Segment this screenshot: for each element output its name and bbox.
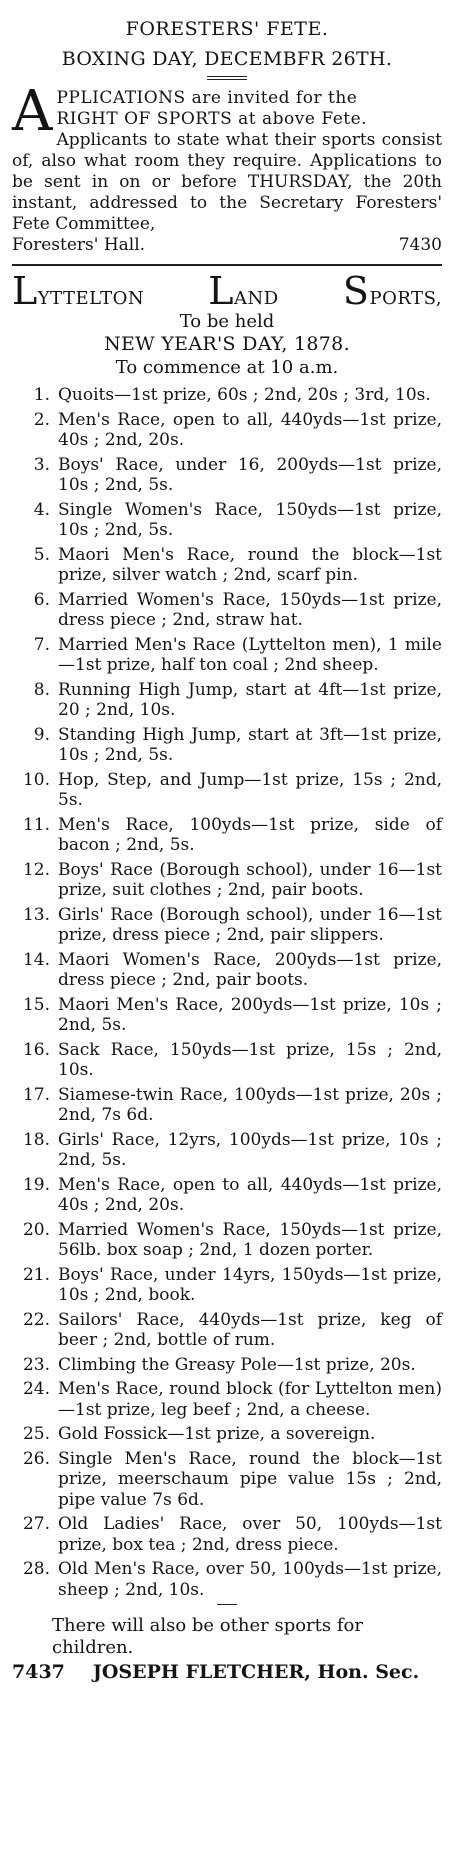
list-item [12,590,442,631]
list-item [12,385,442,406]
title-word-land: LAND [208,269,279,313]
list-item [12,770,442,811]
item-number: 21. [22,1264,50,1285]
list-item [12,815,442,856]
item-number: 20. [22,1219,50,1240]
item-text: Boys' Race, under 16, 200yds—1st prize, 10s ; 2nd, 5s. [58,454,442,495]
notice-second-line: RIGHT OF SPORTS at above Fete. [56,109,368,129]
list-item [12,1559,442,1600]
list-item [12,1310,442,1351]
list-item [12,635,442,676]
footer-signature: JOSEPH FLETCHER, Hon. Sec. [92,1661,420,1683]
item-text: Quoits—1st prize, 60s ; 2nd, 20s ; 3rd, 10s. [58,385,431,405]
item-number: 19. [22,1174,50,1195]
divider [207,76,247,80]
list-item [12,905,442,946]
list-item [12,1424,442,1445]
item-text: Old Men's Race, over 50, 100yds—1st prize, sheep ; 2nd, 10s. [58,1559,442,1600]
item-text: Girls' Race, 12yrs, 100yds—1st prize, 10s ; 2nd, 5s. [58,1129,442,1170]
item-text: Single Men's Race, round the block—1st prize, meerschaum pipe value 15s ; 2nd, pipe value 7s 6d. [58,1448,442,1510]
item-number: 13. [22,904,50,925]
item-text: Men's Race, open to all, 440yds—1st prize, 40s ; 2nd, 20s. [58,1174,442,1215]
item-number: 23. [22,1354,50,1375]
item-number: 24. [22,1379,50,1399]
list-item [12,680,442,721]
notice-body: Applicants to state what their sports consist of, also what room they require. Applications to be sent in on or before THURSDAY, the 20th instant, addressed to the Secretary Foresters' Fete Committee, [12,130,442,234]
item-text: Old Ladies' Race, over 50, 100yds—1st prize, box tea ; 2nd, dress piece. [58,1514,442,1555]
item-text: Maori Men's Race, round the block—1st prize, silver watch ; 2nd, scarf pin. [58,544,442,585]
item-number: 4. [33,499,50,520]
item-number: 14. [22,949,50,970]
item-number: 26. [22,1448,50,1469]
item-number: 2. [33,409,50,430]
list-item [12,410,442,451]
list-item [12,1220,442,1261]
item-number: 27. [22,1514,50,1534]
item-number: 22. [22,1309,50,1330]
notice-last-line [12,235,442,256]
item-text: Standing High Jump, start at 3ft—1st prize, 10s ; 2nd, 5s. [58,724,442,765]
footer-signature-line [12,1661,442,1683]
item-text: Married Women's Race, 150yds—1st prize, 56lb. box soap ; 2nd, 1 dozen porter. [58,1219,442,1260]
list-item [12,950,442,991]
lyttelton-title [12,269,442,313]
section-divider [12,264,442,266]
item-text: Boys' Race, under 14yrs, 150yds—1st prize, 10s ; 2nd, book. [58,1264,442,1305]
item-text: Gold Fossick—1st prize, a sovereign. [58,1424,376,1444]
item-text: Maori Women's Race, 200yds—1st prize, dress piece ; 2nd, pair boots. [58,949,442,990]
item-text: Boys' Race (Borough school), under 16—1st prize, suit clothes ; 2nd, pair boots. [58,859,442,900]
item-number: 8. [33,679,50,700]
drop-cap: A [12,79,53,144]
item-text: Girls' Race (Borough school), under 16—1st prize, dress piece ; 2nd, pair slippers. [58,904,442,945]
list-item [12,1355,442,1376]
foresters-title: FORESTERS' FETE. [125,18,329,40]
item-text: Single Women's Race, 150yds—1st prize, 10s ; 2nd, 5s. [58,499,442,540]
list-item [12,725,442,766]
list-item [12,1379,442,1420]
list-item [12,1449,442,1511]
item-text: Married Women's Race, 150yds—1st prize, dress piece ; 2nd, straw hat. [58,589,442,630]
item-number: 11. [22,814,50,835]
foresters-subtitle: BOXING DAY, DECEMBFR 26TH. [61,48,393,70]
item-text: Hop, Step, and Jump—1st prize, 15s ; 2nd, 5s. [58,769,442,810]
title-word-sports: SPORTS, [342,269,442,313]
list-item [12,455,442,496]
item-text: Siamese-twin Race, 100yds—1st prize, 20s ; 2nd, 7s 6d. [58,1084,442,1125]
notice-first-line: PPLICATIONS are invited for the [56,88,358,108]
item-number: 1. [33,385,50,405]
notice-code: 7430 [398,235,442,255]
item-number: 10. [22,769,50,790]
item-number: 25. [22,1424,50,1444]
item-number: 3. [33,454,50,475]
list-item [12,1265,442,1306]
event-date: NEW YEAR'S DAY, 1878. [104,333,350,355]
item-number: 9. [33,724,50,745]
list-item [12,860,442,901]
list-item [12,500,442,541]
item-number: 18. [22,1129,50,1150]
item-number: 12. [22,859,50,880]
item-text: Climbing the Greasy Pole—1st prize, 20s. [58,1354,416,1375]
to-be-held: To be held [179,311,275,332]
divider [217,1604,237,1605]
footer-note: There will also be other sports for children. [52,1615,363,1658]
notice-address: Foresters' Hall. [12,235,146,255]
item-number: 6. [33,589,50,610]
item-text: Men's Race, open to all, 440yds—1st prize, 40s ; 2nd, 20s. [58,409,442,450]
item-number: 28. [22,1559,50,1579]
title-word-lyttelton: LYTTELTON [12,269,145,313]
item-number: 17. [22,1084,50,1105]
item-number: 5. [33,544,50,565]
list-item [12,1040,442,1081]
item-text: Sack Race, 150yds—1st prize, 15s ; 2nd, 10s. [58,1039,442,1080]
item-text: Men's Race, round block (for Lyttelton men)—1st prize, leg beef ; 2nd, a cheese. [58,1379,442,1420]
footer-code: 7437 [12,1661,65,1683]
list-item [12,1130,442,1171]
list-item [12,1175,442,1216]
item-number: 16. [22,1039,50,1060]
list-item [12,545,442,586]
list-item [12,995,442,1036]
item-text: Men's Race, 100yds—1st prize, side of bacon ; 2nd, 5s. [58,814,442,855]
foresters-notice [12,79,442,256]
item-text: Maori Men's Race, 200yds—1st prize, 10s ; 2nd, 5s. [58,994,442,1035]
events-list [12,385,442,1600]
item-text: Married Men's Race (Lyttelton men), 1 mile—1st prize, half ton coal ; 2nd sheep. [58,634,442,675]
item-text: Sailors' Race, 440yds—1st prize, keg of beer ; 2nd, bottle of rum. [58,1309,442,1350]
list-item [12,1514,442,1555]
list-item [12,1085,442,1126]
item-number: 15. [22,994,50,1015]
item-text: Running High Jump, start at 4ft—1st prize, 20 ; 2nd, 10s. [58,679,442,720]
item-number: 7. [33,634,50,655]
commence-time: To commence at 10 a.m. [115,357,339,378]
